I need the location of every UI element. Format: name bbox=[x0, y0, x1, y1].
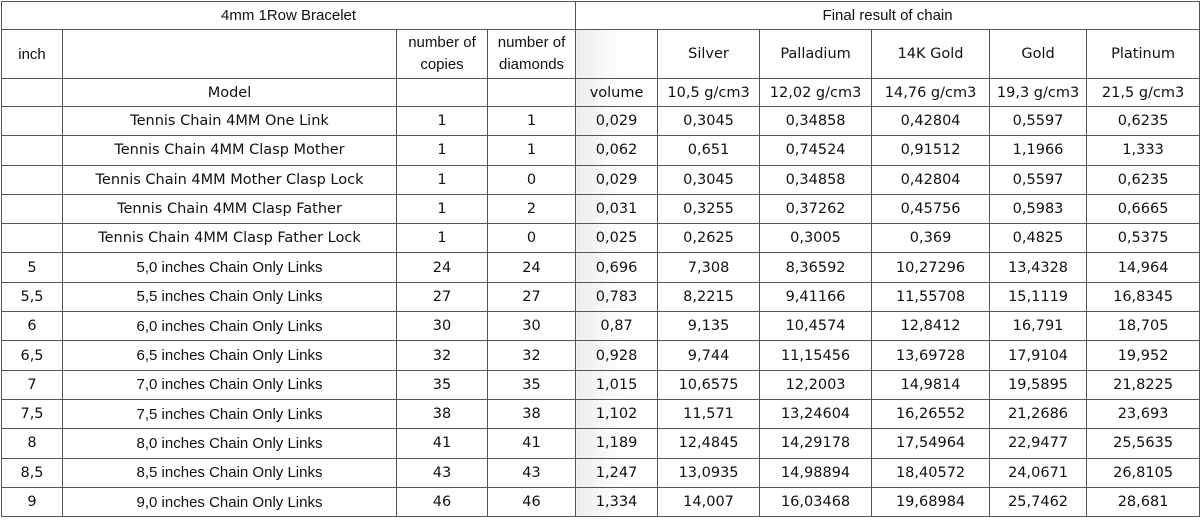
model-cell: Tennis Chain 4MM One Link bbox=[63, 107, 397, 136]
blank-cell bbox=[488, 79, 576, 107]
table-row bbox=[2, 136, 1200, 165]
palladium-weight-cell: 14,98894 bbox=[760, 458, 872, 487]
bracelet-title: 4mm 1Row Bracelet bbox=[2, 2, 576, 30]
copies-cell: 1 bbox=[397, 194, 488, 223]
copies-cell: 24 bbox=[397, 253, 488, 282]
gold-density: 19,3 g/cm3 bbox=[990, 79, 1087, 107]
volume-cell: 1,247 bbox=[576, 458, 658, 487]
diamonds-cell: 1 bbox=[488, 107, 576, 136]
inch-cell bbox=[2, 165, 63, 194]
platinum-weight-cell: 28,681 bbox=[1087, 487, 1200, 516]
platinum-weight-cell: 18,705 bbox=[1087, 312, 1200, 341]
inch-cell: 5 bbox=[2, 253, 63, 282]
palladium-weight-cell: 14,29178 bbox=[760, 429, 872, 458]
gold14k-weight-cell: 14,9814 bbox=[872, 370, 990, 399]
copies-cell: 38 bbox=[397, 399, 488, 428]
model-cell: 8,0 inches Chain Only Links bbox=[63, 429, 397, 458]
inch-cell: 6,5 bbox=[2, 341, 63, 370]
silver-weight-cell: 0,3045 bbox=[658, 107, 760, 136]
inch-cell: 8,5 bbox=[2, 458, 63, 487]
platinum-weight-cell: 0,5375 bbox=[1087, 224, 1200, 253]
diamonds-cell: 41 bbox=[488, 429, 576, 458]
volume-cell: 0,025 bbox=[576, 224, 658, 253]
final-result-title: Final result of chain bbox=[576, 2, 1200, 30]
gold-weight-cell: 16,791 bbox=[990, 312, 1087, 341]
copies-cell: 35 bbox=[397, 370, 488, 399]
gold14k-weight-cell: 0,42804 bbox=[872, 165, 990, 194]
gold14k-weight-cell: 0,42804 bbox=[872, 107, 990, 136]
platinum-weight-cell: 14,964 bbox=[1087, 253, 1200, 282]
volume-cell: 0,928 bbox=[576, 341, 658, 370]
palladium-density: 12,02 g/cm3 bbox=[760, 79, 872, 107]
gold14k-weight-cell: 0,45756 bbox=[872, 194, 990, 223]
silver-weight-cell: 8,2215 bbox=[658, 282, 760, 311]
diamonds-cell: 2 bbox=[488, 194, 576, 223]
copies-header: number of copies bbox=[397, 30, 488, 79]
model-cell: 9,0 inches Chain Only Links bbox=[63, 487, 397, 516]
model-cell: 7,0 inches Chain Only Links bbox=[63, 370, 397, 399]
volume-cell: 1,334 bbox=[576, 487, 658, 516]
inch-cell bbox=[2, 224, 63, 253]
inch-cell bbox=[2, 136, 63, 165]
table-row bbox=[2, 107, 1200, 136]
gold14k-weight-cell: 18,40572 bbox=[872, 458, 990, 487]
silver-weight-cell: 0,651 bbox=[658, 136, 760, 165]
copies-cell: 1 bbox=[397, 136, 488, 165]
platinum-weight-cell: 0,6235 bbox=[1087, 165, 1200, 194]
silver-weight-cell: 10,6575 bbox=[658, 370, 760, 399]
model-cell: 6,5 inches Chain Only Links bbox=[63, 341, 397, 370]
silver-weight-cell: 9,744 bbox=[658, 341, 760, 370]
table-row bbox=[2, 165, 1200, 194]
diamonds-cell: 27 bbox=[488, 282, 576, 311]
gold14k-weight-cell: 10,27296 bbox=[872, 253, 990, 282]
silver-weight-cell: 9,135 bbox=[658, 312, 760, 341]
gold-weight-cell: 22,9477 bbox=[990, 429, 1087, 458]
copies-cell: 1 bbox=[397, 224, 488, 253]
copies-cell: 1 bbox=[397, 165, 488, 194]
copies-cell: 43 bbox=[397, 458, 488, 487]
gold-weight-cell: 17,9104 bbox=[990, 341, 1087, 370]
platinum-weight-cell: 1,333 bbox=[1087, 136, 1200, 165]
gold-weight-cell: 13,4328 bbox=[990, 253, 1087, 282]
diamonds-header: number of diamonds bbox=[488, 30, 576, 79]
gold-weight-cell: 0,4825 bbox=[990, 224, 1087, 253]
gold14k-weight-cell: 0,91512 bbox=[872, 136, 990, 165]
silver-weight-cell: 0,2625 bbox=[658, 224, 760, 253]
diamonds-cell: 43 bbox=[488, 458, 576, 487]
weight-table bbox=[1, 1, 1200, 517]
copies-cell: 27 bbox=[397, 282, 488, 311]
diamonds-cell: 35 bbox=[488, 370, 576, 399]
volume-cell: 0,029 bbox=[576, 107, 658, 136]
model-header: Model bbox=[63, 79, 397, 107]
diamonds-cell: 1 bbox=[488, 136, 576, 165]
palladium-weight-cell: 11,15456 bbox=[760, 341, 872, 370]
volume-cell: 1,189 bbox=[576, 429, 658, 458]
inch-cell bbox=[2, 107, 63, 136]
inch-header: inch bbox=[2, 30, 63, 79]
silver-weight-cell: 14,007 bbox=[658, 487, 760, 516]
silver-weight-cell: 7,308 bbox=[658, 253, 760, 282]
table-row bbox=[2, 194, 1200, 223]
table-row bbox=[2, 224, 1200, 253]
table-row bbox=[2, 370, 1200, 399]
platinum-weight-cell: 0,6665 bbox=[1087, 194, 1200, 223]
platinum-weight-cell: 26,8105 bbox=[1087, 458, 1200, 487]
gold-header: Gold bbox=[990, 30, 1087, 79]
diamonds-cell: 38 bbox=[488, 399, 576, 428]
model-cell: 6,0 inches Chain Only Links bbox=[63, 312, 397, 341]
blank-header bbox=[63, 30, 397, 79]
diamonds-cell: 46 bbox=[488, 487, 576, 516]
model-cell: 5,5 inches Chain Only Links bbox=[63, 282, 397, 311]
diamonds-cell: 32 bbox=[488, 341, 576, 370]
blank-volume-header bbox=[576, 30, 658, 79]
gold-weight-cell: 19,5895 bbox=[990, 370, 1087, 399]
gold14k-weight-cell: 13,69728 bbox=[872, 341, 990, 370]
volume-cell: 1,015 bbox=[576, 370, 658, 399]
gold-weight-cell: 15,1119 bbox=[990, 282, 1087, 311]
gold14k-density: 14,76 g/cm3 bbox=[872, 79, 990, 107]
table-row bbox=[2, 282, 1200, 311]
palladium-weight-cell: 0,34858 bbox=[760, 165, 872, 194]
inch-cell: 7,5 bbox=[2, 399, 63, 428]
gold14k-weight-cell: 12,8412 bbox=[872, 312, 990, 341]
diamonds-cell: 0 bbox=[488, 224, 576, 253]
blank-cell bbox=[397, 79, 488, 107]
model-cell: Tennis Chain 4MM Clasp Mother bbox=[63, 136, 397, 165]
gold14k-weight-cell: 0,369 bbox=[872, 224, 990, 253]
gold14k-weight-cell: 11,55708 bbox=[872, 282, 990, 311]
inch-cell: 6 bbox=[2, 312, 63, 341]
palladium-weight-cell: 0,37262 bbox=[760, 194, 872, 223]
palladium-weight-cell: 0,3005 bbox=[760, 224, 872, 253]
palladium-weight-cell: 13,24604 bbox=[760, 399, 872, 428]
model-cell: 7,5 inches Chain Only Links bbox=[63, 399, 397, 428]
platinum-weight-cell: 21,8225 bbox=[1087, 370, 1200, 399]
palladium-header: Palladium bbox=[760, 30, 872, 79]
table-row bbox=[2, 429, 1200, 458]
gold-weight-cell: 25,7462 bbox=[990, 487, 1087, 516]
platinum-weight-cell: 23,693 bbox=[1087, 399, 1200, 428]
copies-cell: 32 bbox=[397, 341, 488, 370]
table-row bbox=[2, 487, 1200, 516]
gold-weight-cell: 21,2686 bbox=[990, 399, 1087, 428]
inch-cell: 8 bbox=[2, 429, 63, 458]
palladium-weight-cell: 8,36592 bbox=[760, 253, 872, 282]
palladium-weight-cell: 0,34858 bbox=[760, 107, 872, 136]
platinum-weight-cell: 0,6235 bbox=[1087, 107, 1200, 136]
model-cell: 5,0 inches Chain Only Links bbox=[63, 253, 397, 282]
inch-cell bbox=[2, 194, 63, 223]
volume-header: volume bbox=[576, 79, 658, 107]
palladium-weight-cell: 9,41166 bbox=[760, 282, 872, 311]
model-cell: 8,5 inches Chain Only Links bbox=[63, 458, 397, 487]
palladium-weight-cell: 0,74524 bbox=[760, 136, 872, 165]
table-row bbox=[2, 341, 1200, 370]
volume-cell: 0,062 bbox=[576, 136, 658, 165]
diamonds-cell: 0 bbox=[488, 165, 576, 194]
copies-cell: 1 bbox=[397, 107, 488, 136]
silver-header: Silver bbox=[658, 30, 760, 79]
platinum-density: 21,5 g/cm3 bbox=[1087, 79, 1200, 107]
silver-weight-cell: 0,3255 bbox=[658, 194, 760, 223]
volume-cell: 0,783 bbox=[576, 282, 658, 311]
platinum-weight-cell: 25,5635 bbox=[1087, 429, 1200, 458]
gold14k-header: 14K Gold bbox=[872, 30, 990, 79]
gold14k-weight-cell: 17,54964 bbox=[872, 429, 990, 458]
copies-cell: 41 bbox=[397, 429, 488, 458]
diamonds-cell: 24 bbox=[488, 253, 576, 282]
table-row bbox=[2, 399, 1200, 428]
palladium-weight-cell: 16,03468 bbox=[760, 487, 872, 516]
gold-weight-cell: 1,1966 bbox=[990, 136, 1087, 165]
gold-weight-cell: 0,5597 bbox=[990, 107, 1087, 136]
model-cell: Tennis Chain 4MM Mother Clasp Lock bbox=[63, 165, 397, 194]
gold-weight-cell: 0,5597 bbox=[990, 165, 1087, 194]
platinum-weight-cell: 16,8345 bbox=[1087, 282, 1200, 311]
silver-weight-cell: 11,571 bbox=[658, 399, 760, 428]
table-row bbox=[2, 312, 1200, 341]
palladium-weight-cell: 12,2003 bbox=[760, 370, 872, 399]
table-row bbox=[2, 253, 1200, 282]
silver-density: 10,5 g/cm3 bbox=[658, 79, 760, 107]
volume-cell: 0,87 bbox=[576, 312, 658, 341]
gold14k-weight-cell: 16,26552 bbox=[872, 399, 990, 428]
inch-cell: 9 bbox=[2, 487, 63, 516]
volume-cell: 0,696 bbox=[576, 253, 658, 282]
volume-cell: 0,031 bbox=[576, 194, 658, 223]
gold-weight-cell: 24,0671 bbox=[990, 458, 1087, 487]
model-cell: Tennis Chain 4MM Clasp Father bbox=[63, 194, 397, 223]
volume-cell: 0,029 bbox=[576, 165, 658, 194]
silver-weight-cell: 13,0935 bbox=[658, 458, 760, 487]
silver-weight-cell: 0,3045 bbox=[658, 165, 760, 194]
copies-cell: 46 bbox=[397, 487, 488, 516]
copies-cell: 30 bbox=[397, 312, 488, 341]
blank-cell bbox=[2, 79, 63, 107]
palladium-weight-cell: 10,4574 bbox=[760, 312, 872, 341]
silver-weight-cell: 12,4845 bbox=[658, 429, 760, 458]
inch-cell: 5,5 bbox=[2, 282, 63, 311]
gold14k-weight-cell: 19,68984 bbox=[872, 487, 990, 516]
platinum-weight-cell: 19,952 bbox=[1087, 341, 1200, 370]
volume-cell: 1,102 bbox=[576, 399, 658, 428]
gold-weight-cell: 0,5983 bbox=[990, 194, 1087, 223]
model-cell: Tennis Chain 4MM Clasp Father Lock bbox=[63, 224, 397, 253]
platinum-header: Platinum bbox=[1087, 30, 1200, 79]
table-row bbox=[2, 458, 1200, 487]
inch-cell: 7 bbox=[2, 370, 63, 399]
diamonds-cell: 30 bbox=[488, 312, 576, 341]
